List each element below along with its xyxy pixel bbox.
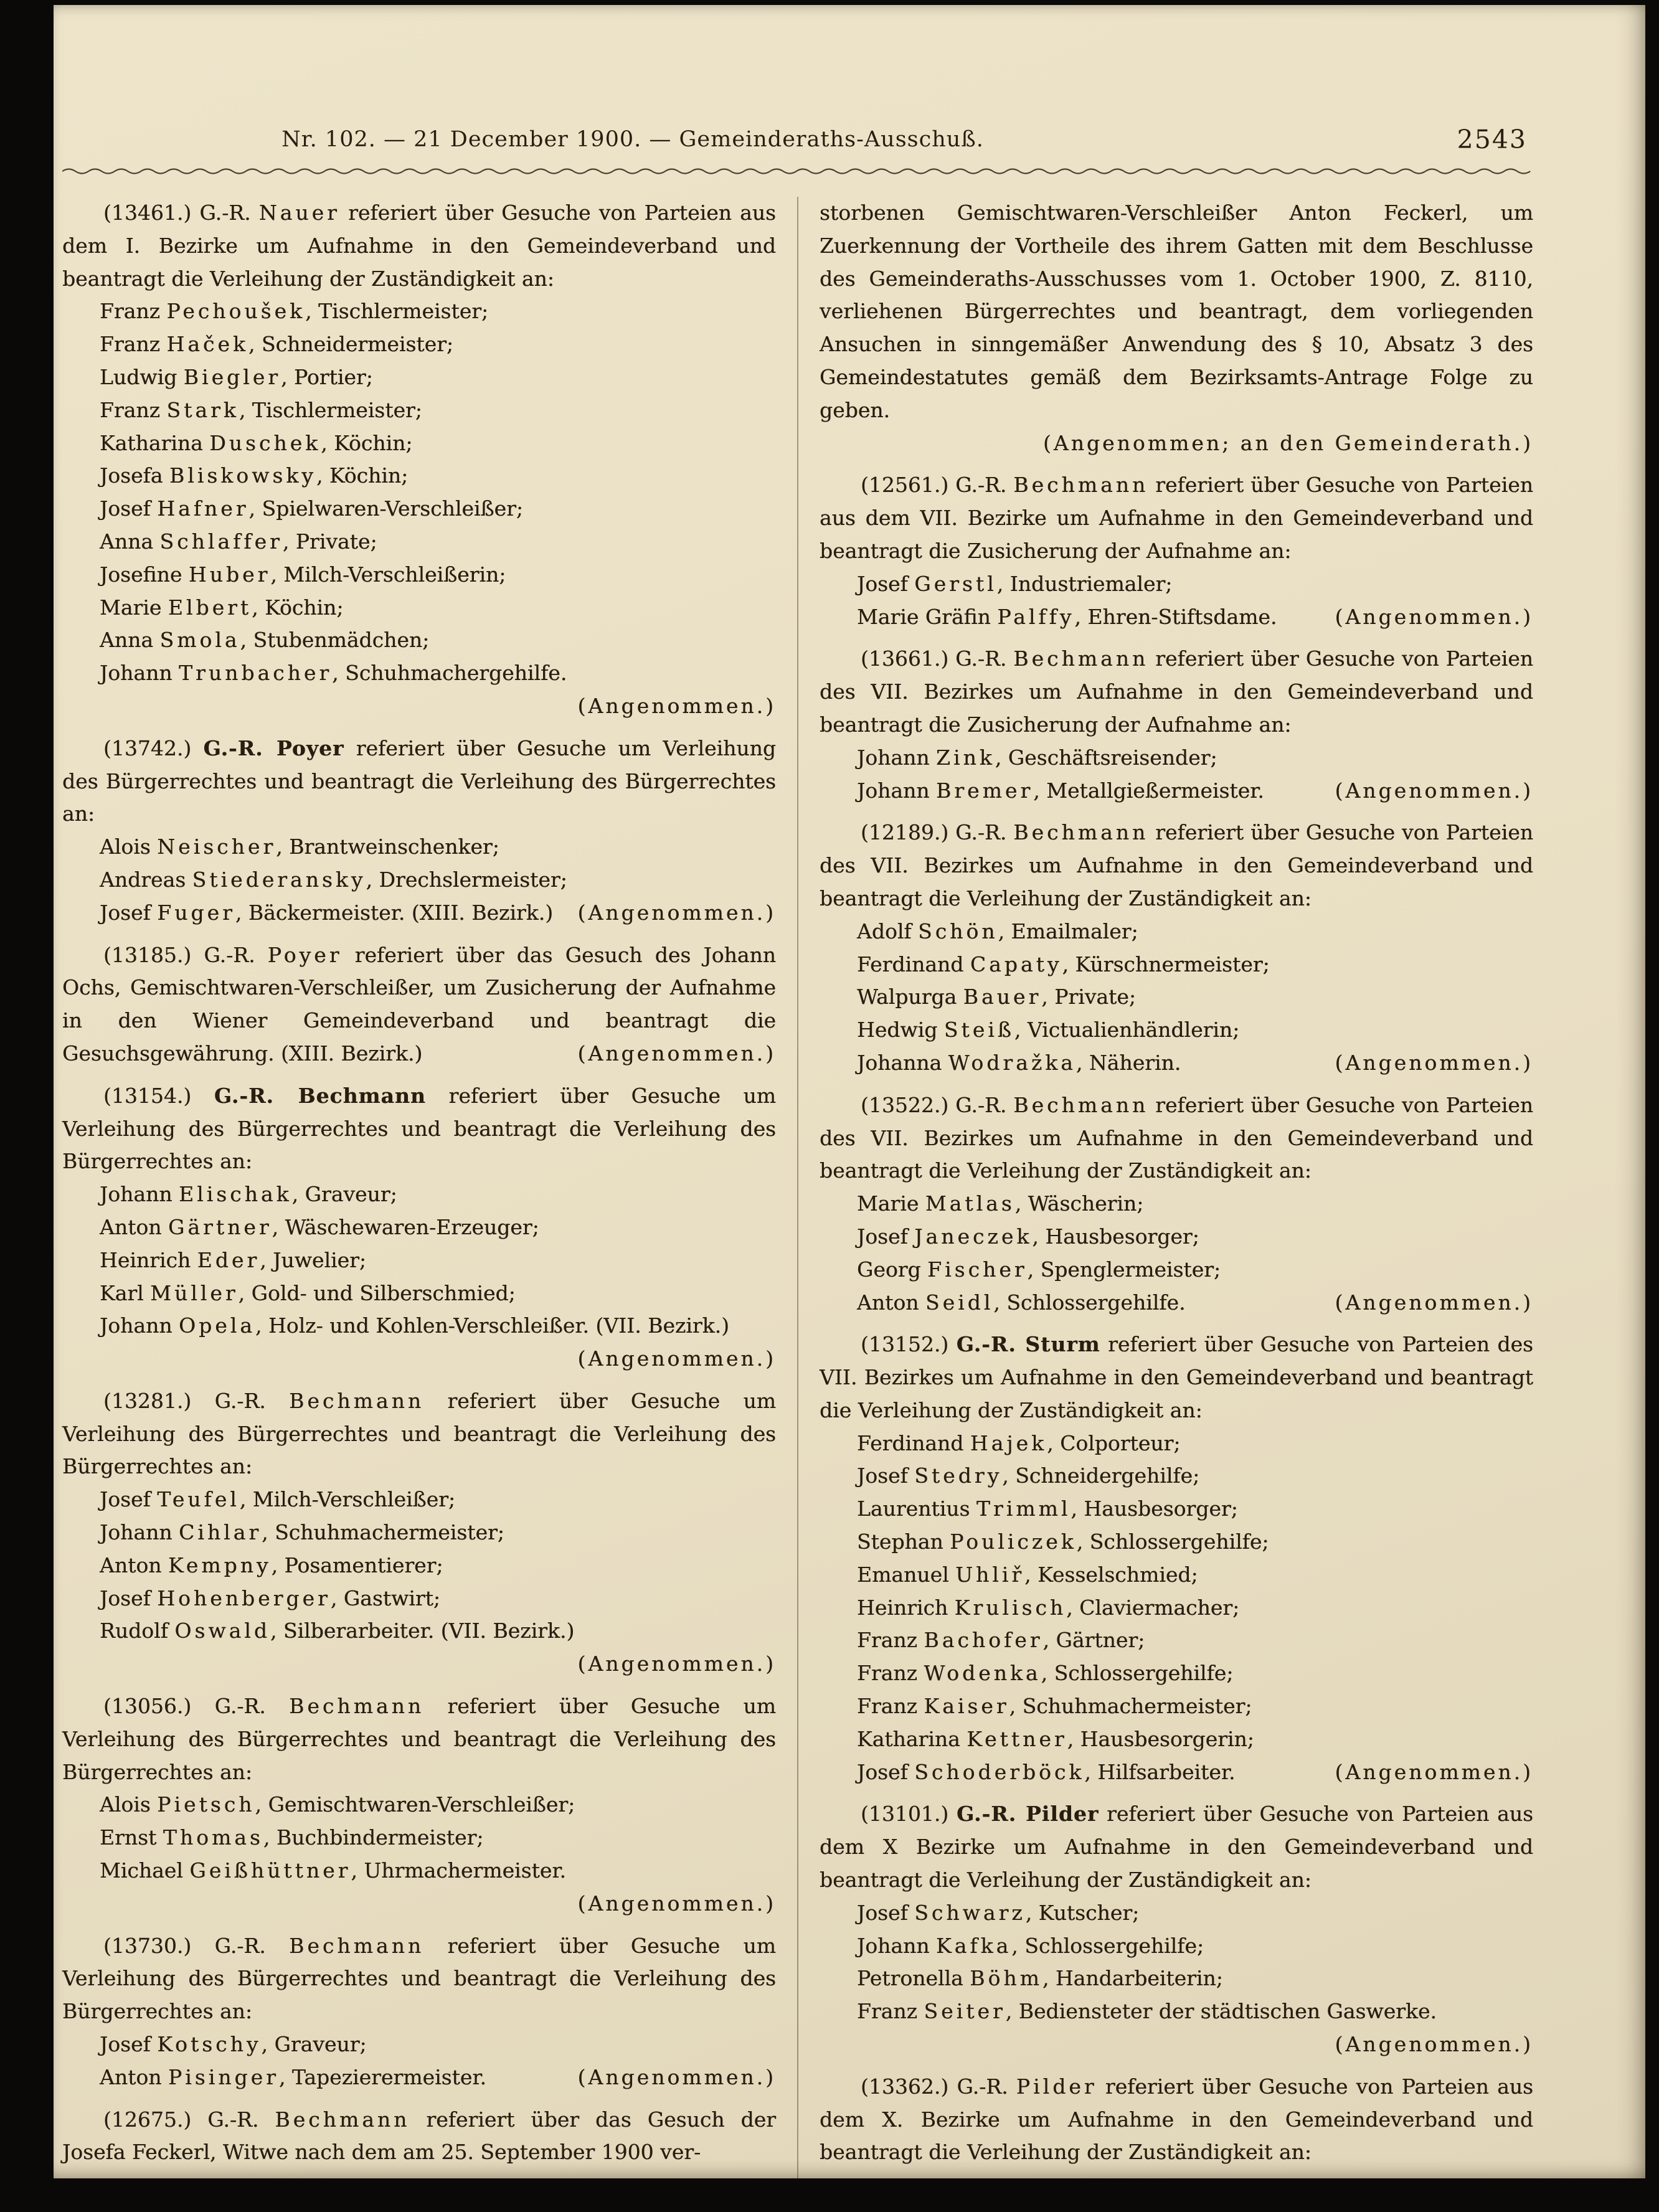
applicant-line: Georg Fischer, Spenglermeister; <box>857 1257 1221 1282</box>
applicant-surname: Matlas <box>925 1191 1015 1216</box>
decision-label: (Angenommen.) <box>577 2064 776 2089</box>
entry-number: (13101.) <box>861 1802 957 1827</box>
applicant-surname: Hohenberger <box>157 1586 331 1610</box>
councilor-prefix: G.-R. <box>214 1083 298 1108</box>
applicant-line: Johann Bremer, Metallgießermeister. (Angenommen.) <box>857 775 1533 808</box>
applicant-surname: Hajek <box>970 1430 1047 1455</box>
applicant-surname: Duschek <box>209 430 321 455</box>
applicant-given-name: Josef <box>857 571 915 596</box>
applicant-given-name: Josef <box>100 900 158 925</box>
applicant-line: Johann Kafka, Schlossergehilfe; <box>857 1933 1204 1958</box>
applicant-surname: Cihlar <box>179 1520 262 1545</box>
applicant-line: Emanuel Uhliř, Kesselschmied; <box>857 1562 1198 1587</box>
applicant-surname: Oswald <box>174 1619 270 1643</box>
applicant-given-name: Rudolf <box>100 1619 175 1643</box>
applicant-given-name: Johann <box>857 1933 937 1958</box>
applicant-given-name: Anna <box>100 628 160 653</box>
councilor-prefix: G.-R. <box>955 1092 1014 1117</box>
applicant-line: Rudolf Oswald, Silberarbeiter. (VII. Bezirk.) <box>100 1619 575 1643</box>
applicant-given-name: Heinrich <box>857 1595 955 1620</box>
applicant-line: Franz Pechoušek, Tischlermeister; <box>100 299 489 324</box>
applicant-given-name: Georg <box>857 1257 928 1282</box>
applicant-line: Adolf Schön, Emailmaler; <box>857 919 1138 943</box>
wavy-rule-path <box>62 169 1530 174</box>
councilor-name: Pilder <box>1016 2074 1097 2099</box>
applicant-given-name: Johanna <box>857 1050 948 1075</box>
applicant-given-name: Johann <box>100 1313 179 1338</box>
applicant-given-name: Laurentius <box>857 1496 976 1521</box>
applicant-surname: Schön <box>918 919 998 943</box>
applicant-line: Katharina Duschek, Köchin; <box>100 430 413 455</box>
applicant-surname: Opela <box>179 1313 255 1338</box>
applicant-surname: Elbert <box>168 595 252 620</box>
minute-entry <box>820 1089 1533 1320</box>
decision-line <box>820 427 1533 460</box>
applicant-line: Johann Cihlar, Schuhmachermeister; <box>100 1520 504 1545</box>
applicant-given-name: Johann <box>857 778 937 803</box>
applicant-line: Josefa Bliskowsky, Köchin; <box>100 463 409 488</box>
councilor-name: Poyer <box>276 735 344 760</box>
applicant-line: Josefine Huber, Milch-Verschleißerin; <box>100 562 506 587</box>
entry-number: (13742.) <box>103 735 204 760</box>
page-content <box>54 5 1645 2178</box>
applicant-line: Marie Elbert, Köchin; <box>100 595 344 620</box>
entry-intro: (13522.) G.-R. Bechmann referiert über Gesuche von Parteien des VII. Bezirkes um Aufnahme in den Gemeindeverband und beantragt die Verleihung der Zuständigkeit an: <box>820 1092 1533 1183</box>
councilor-name: Bechmann <box>289 1388 425 1413</box>
applicant-given-name: Anton <box>100 2064 168 2089</box>
applicant-surname: Krulisch <box>954 1595 1067 1620</box>
applicant-line: Franz Wodenka, Schlossergehilfe; <box>857 1661 1234 1686</box>
applicant-surname: Fuger <box>157 900 235 925</box>
applicant-surname: Haček <box>166 332 248 357</box>
applicant-line: Michael Geißhüttner, Uhrmachermeister. <box>100 1858 566 1883</box>
minute-entry <box>62 1080 776 1376</box>
councilor-prefix: G.-R. <box>199 201 259 225</box>
applicant-given-name: Emanuel <box>857 1562 956 1587</box>
councilor-prefix: G.-R. <box>214 1933 290 1958</box>
applicant-surname: Stedry <box>914 1463 1003 1488</box>
entry-intro: (13185.) G.-R. Poyer referiert über das Gesuch des Johann Ochs, Gemischtwaren-Verschleißer, um Zusicherung der Aufnahme in den Wiener Gemeindeverband und beantragt die Gesuchsgewährung. (XIII. Bezirk.) (Angenommen.) <box>62 939 776 1071</box>
applicant-surname: Trunbacher <box>179 661 333 686</box>
applicant-surname: Bliskowsky <box>169 463 316 488</box>
applicant-surname: Trimml <box>976 1496 1071 1521</box>
applicant-given-name: Michael <box>100 1858 190 1883</box>
councilor-prefix: G.-R. <box>955 820 1014 845</box>
applicant-given-name: Hedwig <box>857 1018 944 1042</box>
entry-intro: (12675.) G.-R. Bechmann referiert über das Gesuch der Josefa Feckerl, Witwe nach dem am 25. September 1900 ver- <box>62 2107 776 2165</box>
decision-label: (Angenommen.) <box>1335 1290 1533 1315</box>
applicant-line: Josef Kotschy, Graveur; <box>100 2032 367 2057</box>
entry-intro: (12189.) G.-R. Bechmann referiert über Gesuche von Parteien des VII. Bezirkes um Aufnahme in den Gemeindeverband und beantragt die Verleihung der Zuständigkeit an: <box>820 820 1533 910</box>
applicant-surname: Capaty <box>970 952 1062 976</box>
applicant-line: Franz Bachofer, Gärtner; <box>857 1628 1145 1653</box>
decorative-wavy-rule <box>62 167 1533 176</box>
applicant-given-name: Johann <box>100 1182 179 1207</box>
applicant-given-name: Anton <box>857 1290 925 1315</box>
entry-intro: (13742.) G.-R. Poyer referiert über Gesuche um Verleihung des Bürgerrechtes und beantragt die Verleihung des Bürgerrechtes an: <box>62 735 776 826</box>
applicant-line: Marie Gräfin Palffy, Ehren-Stiftsdame. (Angenommen.) <box>857 601 1533 634</box>
applicant-line: Anton Pisinger, Tapezierermeister. (Angenommen.) <box>100 2061 776 2094</box>
applicant-given-name: Josef <box>100 1586 158 1610</box>
entry-number: (13461.) <box>103 201 200 225</box>
applicant-surname: Pouliczek <box>950 1529 1077 1554</box>
applicant-given-name: Ferdinand <box>857 952 970 976</box>
entry-intro: (13101.) G.-R. Pilder referiert über Gesuche von Parteien aus dem X Bezirke um Aufnahme in den Gemeindeverband und beantragt die Verleihung der Zuständigkeit an: <box>820 1802 1533 1893</box>
councilor-prefix: G.-R. <box>957 2074 1016 2099</box>
applicant-line: Anton Kempny, Posamentierer; <box>100 1553 443 1577</box>
applicant-given-name: Ferdinand <box>857 1430 970 1455</box>
entry-intro: storbenen Gemischtwaren-Verschleißer Anton Feckerl, um Zuerkennung der Vortheile des ihrem Gatten mit dem Beschlusse des Gemeinderaths-Ausschusses vom 1. October 1900, Z. 8110, verliehenen Bürgerrechtes und beantragt, dem vorliegenden Ansuchen in sinngemäßer Anwendung des § 10, Absatz 3 des Gemeindestatutes gemäß dem Bezirksamts-Antrage Folge zu geben. <box>820 201 1533 422</box>
applicant-given-name: Josef <box>857 1463 915 1488</box>
councilor-name: Bechmann <box>275 2107 410 2132</box>
applicant-given-name: Petronella <box>857 1966 970 1991</box>
applicant-given-name: Josefine <box>100 562 189 587</box>
column-divider <box>797 197 798 2178</box>
applicant-given-name: Katharina <box>100 430 210 455</box>
applicant-surname: Janeczek <box>914 1224 1033 1249</box>
applicant-surname: Palffy <box>997 604 1075 629</box>
applicant-surname: Elischak <box>179 1182 292 1207</box>
applicant-given-name: Franz <box>100 332 167 357</box>
entry-number: (13152.) <box>861 1332 957 1357</box>
applicant-line: Josef Hohenberger, Gastwirt; <box>100 1586 440 1610</box>
decision-label: (Angenommen; an den Gemeinderath.) <box>1042 430 1533 455</box>
councilor-prefix: G.-R. <box>204 942 268 967</box>
left-column <box>62 197 776 2178</box>
applicant-line: Josef Hafner, Spielwaren-Verschleißer; <box>100 496 523 521</box>
applicant-line: Alois Pietsch, Gemischtwaren-Verschleißer; <box>100 1792 575 1817</box>
applicant-line: Petronella Böhm, Handarbeiterin; <box>857 1966 1223 1991</box>
decision-label: (Angenommen.) <box>577 1891 776 1916</box>
decision-line <box>62 1648 776 1681</box>
councilor-name: Bechmann <box>289 1694 425 1719</box>
minute-entry <box>62 939 776 1071</box>
applicant-given-name: Johann <box>857 745 937 770</box>
applicant-surname: Bremer <box>936 778 1034 803</box>
applicant-surname: Schlaffer <box>159 529 283 554</box>
minute-entry <box>62 1930 776 2094</box>
applicant-given-name: Anna <box>100 529 160 554</box>
entry-intro: (12561.) G.-R. Bechmann referiert über Gesuche von Parteien aus dem VII. Bezirke um Aufnahme in den Gemeindeverband und beantragt die Zusicherung der Aufnahme an: <box>820 473 1533 563</box>
applicant-surname: Müller <box>150 1280 239 1305</box>
decision-label: (Angenommen.) <box>1335 1050 1533 1075</box>
applicant-given-name: Alois <box>100 1792 158 1817</box>
councilor-prefix: G.-R. <box>955 646 1014 671</box>
minute-entry <box>62 197 776 723</box>
entry-intro: (13281.) G.-R. Bechmann referiert über Gesuche um Verleihung des Bürgerrechtes und beantragt die Verleihung des Bürgerrechtes an: <box>62 1388 777 1479</box>
entry-number: (13154.) <box>103 1083 214 1108</box>
decision-line <box>820 2028 1533 2061</box>
applicant-line: Ferdinand Hajek, Colporteur; <box>857 1430 1181 1455</box>
applicant-given-name: Johann <box>100 661 179 686</box>
applicant-given-name: Franz <box>857 1999 924 2024</box>
applicant-surname: Wodražka <box>948 1050 1076 1075</box>
applicant-surname: Schoderböck <box>914 1759 1085 1784</box>
minute-entry <box>62 1690 776 1921</box>
applicant-surname: Stark <box>166 397 239 422</box>
minute-entry <box>820 2071 1533 2169</box>
applicant-surname: Bachofer <box>924 1628 1043 1653</box>
applicant-surname: Hafner <box>157 496 249 521</box>
minute-entry <box>62 732 776 930</box>
applicant-surname: Huber <box>188 562 271 587</box>
applicant-given-name: Josef <box>100 1487 158 1512</box>
decision-label: (Angenommen.) <box>577 1346 776 1371</box>
applicant-line: Josef Fuger, Bäckermeister. (XIII. Bezirk.) (Angenommen.) <box>100 897 776 930</box>
applicant-given-name: Marie <box>100 595 168 620</box>
applicant-line: Marie Matlas, Wäscherin; <box>857 1191 1144 1216</box>
applicant-line: Laurentius Trimml, Hausbesorger; <box>857 1496 1238 1521</box>
applicant-surname: Stiederansky <box>192 867 366 892</box>
applicant-given-name: Johann <box>100 1520 179 1545</box>
applicant-surname: Gärtner <box>168 1214 272 1239</box>
applicant-given-name: Franz <box>857 1661 924 1686</box>
applicant-given-name: Marie <box>857 1191 925 1216</box>
entry-number: (13362.) <box>861 2074 957 2099</box>
applicant-given-name: Josef <box>857 1759 915 1784</box>
applicant-given-name: Josef <box>100 2032 158 2057</box>
entry-number: (13730.) <box>103 1933 215 1958</box>
applicant-line: Johanna Wodražka, Näherin. (Angenommen.) <box>857 1047 1533 1080</box>
applicant-given-name: Marie Gräfin <box>857 604 998 629</box>
applicant-surname: Teufel <box>157 1487 240 1512</box>
applicant-line: Franz Seiter, Bediensteter der städtischen Gaswerke. <box>857 1999 1437 2024</box>
decision-line <box>62 690 776 723</box>
applicant-surname: Neischer <box>157 834 276 859</box>
councilor-prefix: G.-R. <box>955 473 1014 498</box>
applicant-given-name: Ernst <box>100 1825 163 1850</box>
entry-intro: (13152.) G.-R. Sturm referiert über Gesuche von Parteien des VII. Bezirkes um Aufnahme in den Gemeindeverband und beantragt die Verleihung der Zuständigkeit an: <box>820 1332 1533 1422</box>
applicant-line: Stephan Pouliczek, Schlossergehilfe; <box>857 1529 1269 1554</box>
entry-number: (13522.) <box>861 1092 956 1117</box>
decision-label: (Angenommen.) <box>1335 604 1533 629</box>
entry-intro: (13362.) G.-R. Pilder referiert über Gesuche von Parteien aus dem X. Bezirke um Aufnahme in den Gemeindeverband und beantragt die Verleihung der Zuständigkeit an: <box>820 2074 1533 2165</box>
applicant-line: Katharina Kettner, Hausbesorgerin; <box>857 1726 1254 1751</box>
applicant-line: Ludwig Biegler, Portier; <box>100 364 373 389</box>
applicant-line: Heinrich Krulisch, Claviermacher; <box>857 1595 1240 1620</box>
applicant-line: Heinrich Eder, Juwelier; <box>100 1247 366 1272</box>
applicant-surname: Kotschy <box>157 2032 262 2057</box>
applicant-line: Anna Schlaffer, Private; <box>100 529 377 554</box>
applicant-surname: Smola <box>159 628 240 653</box>
councilor-name: Bechmann <box>289 1933 425 1958</box>
paper-sheet <box>54 5 1645 2178</box>
councilor-name: Sturm <box>1025 1332 1100 1357</box>
applicant-surname: Zink <box>936 745 995 770</box>
applicant-line: Johann Opela, Holz- und Kohlen-Verschleißer. (VII. Bezirk.) <box>100 1313 729 1338</box>
applicant-given-name: Ludwig <box>100 364 184 389</box>
applicant-given-name: Heinrich <box>100 1247 197 1272</box>
councilor-name: Pilder <box>1025 1802 1099 1827</box>
applicant-surname: Eder <box>197 1247 260 1272</box>
applicant-given-name: Josef <box>100 496 158 521</box>
applicant-line: Josef Stedry, Schneidergehilfe; <box>857 1463 1200 1488</box>
applicant-given-name: Alois <box>100 834 158 859</box>
applicant-line: Josef Gerstl, Industriemaler; <box>857 571 1173 596</box>
applicant-surname: Gerstl <box>914 571 997 596</box>
councilor-prefix: G.-R. <box>957 1802 1026 1827</box>
applicant-line: Anna Smola, Stubenmädchen; <box>100 628 430 653</box>
applicant-line: Walpurga Bauer, Private; <box>857 985 1136 1009</box>
applicant-given-name: Walpurga <box>857 985 963 1009</box>
applicant-surname: Kettner <box>967 1726 1067 1751</box>
entry-number: (13661.) <box>861 646 956 671</box>
decision-label: (Angenommen.) <box>577 1652 776 1676</box>
page-header <box>62 127 1533 162</box>
entry-number: (13056.) <box>103 1694 215 1719</box>
applicant-surname: Uhliř <box>955 1562 1025 1587</box>
applicant-given-name: Katharina <box>857 1726 967 1751</box>
applicant-surname: Thomas <box>163 1825 263 1850</box>
applicant-line: Franz Stark, Tischlermeister; <box>100 397 422 422</box>
entry-number: (12189.) <box>861 820 956 845</box>
decision-label: (Angenommen.) <box>577 900 776 925</box>
councilor-prefix: G.-R. <box>214 1388 290 1413</box>
councilor-name: Bechmann <box>1013 820 1149 845</box>
entry-number: (12675.) <box>103 2107 208 2132</box>
applicant-line: Ernst Thomas, Buchbindermeister; <box>100 1825 484 1850</box>
minute-entry <box>820 1798 1533 2061</box>
applicant-given-name: Andreas <box>100 867 192 892</box>
entry-number: (13185.) <box>103 942 204 967</box>
applicant-surname: Schwarz <box>914 1900 1026 1925</box>
decision-label: (Angenommen.) <box>1335 1759 1533 1784</box>
applicant-surname: Pisinger <box>168 2064 279 2089</box>
applicant-line: Franz Kaiser, Schuhmachermeister; <box>857 1694 1252 1719</box>
decision-line <box>62 1343 776 1376</box>
applicant-surname: Kaiser <box>924 1694 1009 1719</box>
applicant-given-name: Franz <box>100 397 167 422</box>
applicant-line: Johann Zink, Geschäftsreisender; <box>857 745 1217 770</box>
decision-line <box>62 1888 776 1921</box>
applicant-given-name: Franz <box>100 299 167 324</box>
applicant-surname: Kempny <box>168 1553 272 1577</box>
applicant-surname: Geißhüttner <box>189 1858 351 1883</box>
entry-intro: (13056.) G.-R. Bechmann referiert über Gesuche um Verleihung des Bürgerrechtes und beantragt die Verleihung des Bürgerrechtes an: <box>62 1694 777 1784</box>
applicant-line: Ferdinand Capaty, Kürschnermeister; <box>857 952 1270 976</box>
decision-label: (Angenommen.) <box>1335 2032 1533 2057</box>
councilor-prefix: G.-R. <box>214 1694 290 1719</box>
minute-entry <box>820 469 1533 633</box>
applicant-line: Hedwig Steiß, Victualienhändlerin; <box>857 1018 1240 1042</box>
applicant-line: Josef Schwarz, Kutscher; <box>857 1900 1140 1925</box>
applicant-given-name: Josef <box>857 1900 915 1925</box>
entry-number: (13281.) <box>103 1388 215 1413</box>
minute-entry <box>820 197 1533 460</box>
entry-intro: (13154.) G.-R. Bechmann referiert über Gesuche um Verleihung des Bürgerrechtes und beantragt die Verleihung des Bürgerrechtes an: <box>62 1083 776 1174</box>
minute-entry <box>820 643 1533 807</box>
applicant-surname: Steiß <box>943 1018 1014 1042</box>
decision-label: (Angenommen.) <box>1335 778 1533 803</box>
entry-intro: (13661.) G.-R. Bechmann referiert über Gesuche von Parteien des VII. Bezirkes um Aufnahme in den Gemeindeverband und beantragt die Zusicherung der Aufnahme an: <box>820 646 1533 737</box>
councilor-name: Nauer <box>258 201 340 225</box>
page-number: 2543 <box>1457 125 1527 154</box>
councilor-name: Bechmann <box>1013 473 1149 498</box>
applicant-surname: Pechoušek <box>166 299 306 324</box>
councilor-prefix: G.-R. <box>956 1332 1026 1357</box>
applicant-line: Anton Gärtner, Wäschewaren-Erzeuger; <box>100 1214 539 1239</box>
applicant-surname: Biegler <box>183 364 281 389</box>
councilor-prefix: G.-R. <box>207 2107 275 2132</box>
two-column-text <box>62 197 1533 2178</box>
applicant-line: Josef Janeczek, Hausbesorger; <box>857 1224 1199 1249</box>
entry-number: (12561.) <box>861 473 956 498</box>
minute-entry <box>62 2104 776 2170</box>
applicant-given-name: Franz <box>857 1628 924 1653</box>
applicant-line: Josef Teufel, Milch-Verschleißer; <box>100 1487 456 1512</box>
applicant-given-name: Franz <box>857 1694 924 1719</box>
councilor-name: Bechmann <box>1013 1092 1149 1117</box>
decision-label: (Angenommen.) <box>577 1041 776 1066</box>
councilor-name: Poyer <box>267 942 343 967</box>
applicant-line: Anton Seidl, Schlossergehilfe. (Angenommen.) <box>857 1287 1533 1320</box>
decision-label: (Angenommen.) <box>577 693 776 718</box>
applicant-line: Karl Müller, Gold- und Silberschmied; <box>100 1280 516 1305</box>
applicant-given-name: Anton <box>100 1553 168 1577</box>
applicant-surname: Pietsch <box>157 1792 255 1817</box>
applicant-line: Johann Elischak, Graveur; <box>100 1182 397 1207</box>
applicant-line: Andreas Stiederansky, Drechslermeister; <box>100 867 567 892</box>
minute-entry <box>820 1328 1533 1789</box>
applicant-line: Josef Schoderböck, Hilfsarbeiter. (Angenommen.) <box>857 1756 1533 1789</box>
applicant-given-name: Anton <box>100 1214 168 1239</box>
councilor-name: Bechmann <box>298 1083 426 1108</box>
applicant-given-name: Adolf <box>857 919 919 943</box>
applicant-given-name: Karl <box>100 1280 151 1305</box>
page-header-title: Nr. 102. — 21 December 1900. — Gemeinderaths-Ausschuß. <box>281 127 984 152</box>
applicant-line: Franz Haček, Schneidermeister; <box>100 332 454 357</box>
applicant-surname: Seidl <box>925 1290 994 1315</box>
applicant-surname: Seiter <box>924 1999 1006 2024</box>
entry-intro: (13730.) G.-R. Bechmann referiert über Gesuche um Verleihung des Bürgerrechtes und beantragt die Verleihung des Bürgerrechtes an: <box>62 1933 777 2024</box>
applicant-line: Alois Neischer, Brantweinschenker; <box>100 834 499 859</box>
minute-entry <box>820 816 1533 1079</box>
applicant-given-name: Josefa <box>100 463 169 488</box>
entry-intro: (13461.) G.-R. Nauer referiert über Gesuche von Parteien aus dem I. Bezirke um Aufnahme in den Gemeindeverband und beantragt die Verleihung der Zuständigkeit an: <box>62 201 776 291</box>
applicant-surname: Wodenka <box>924 1661 1041 1686</box>
minute-entry <box>62 1385 776 1681</box>
right-column <box>820 197 1533 2178</box>
councilor-name: Bechmann <box>1013 646 1149 671</box>
applicant-surname: Bauer <box>963 985 1042 1009</box>
councilor-prefix: G.-R. <box>203 735 276 760</box>
applicant-surname: Böhm <box>970 1966 1042 1991</box>
applicant-surname: Kafka <box>936 1933 1012 1958</box>
applicant-given-name: Stephan <box>857 1529 950 1554</box>
applicant-line: Johann Trunbacher, Schuhmachergehilfe. <box>100 661 567 686</box>
applicant-surname: Fischer <box>927 1257 1028 1282</box>
applicant-given-name: Josef <box>857 1224 915 1249</box>
